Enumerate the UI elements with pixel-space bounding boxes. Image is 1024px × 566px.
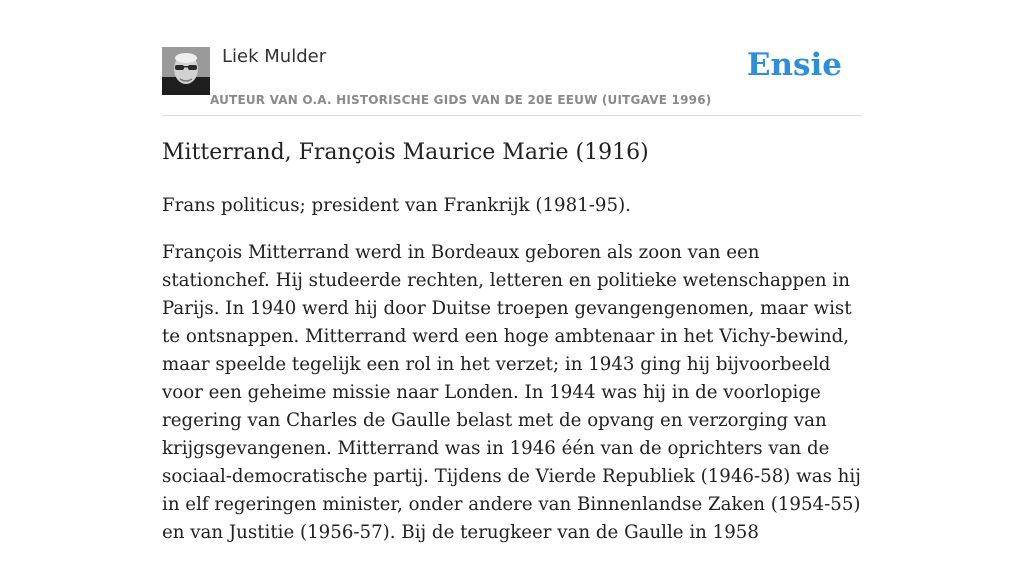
author-name[interactable]: Liek Mulder: [222, 46, 327, 67]
ensie-logo-link[interactable]: Ensie: [746, 47, 842, 83]
article-paragraph: François Mitterrand werd in Bordeaux geboren als zoon van een stationchef. Hij studeerde rechten, letteren en politieke wetenschappen in Parijs. In 1940 werd hij door Duitse troepen gevangengenomen, maar wist te ontsnappen. Mitterrand werd een hoge ambtenaar in het Vichy-bewind, maar speelde tegelijk een rol in het verzet; in 1943 ging hij bijvoorbeeld voor een geheime missie naar Londen. In 1944 was hij in de voorlopige regering van Charles de Gaulle belast met de opvang en verzorging van krijgsgevangenen. Mitterrand was in 1946 één van de oprichters van de sociaal-democratische partij. Tijdens de Vierde Republiek (1946-58) was hij in elf regeringen minister, onder andere van Binnenlandse Zaken (1954-55) en van Justitie (1956-57). Bij de terugkeer van de Gaulle in 1958: [162, 242, 861, 543]
article-body: [162, 192, 864, 566]
article-paragraph: Frans politicus; president van Frankrijk (1981-95).: [162, 195, 631, 216]
article-title: Mitterrand, François Maurice Marie (1916): [162, 140, 649, 165]
author-avatar[interactable]: [162, 47, 210, 95]
author-photo: [162, 47, 210, 95]
author-header: [162, 0, 862, 116]
author-bio: AUTEUR VAN O.A. HISTORISCHE GIDS VAN DE 20E EEUW (UITGAVE 1996): [210, 93, 712, 107]
